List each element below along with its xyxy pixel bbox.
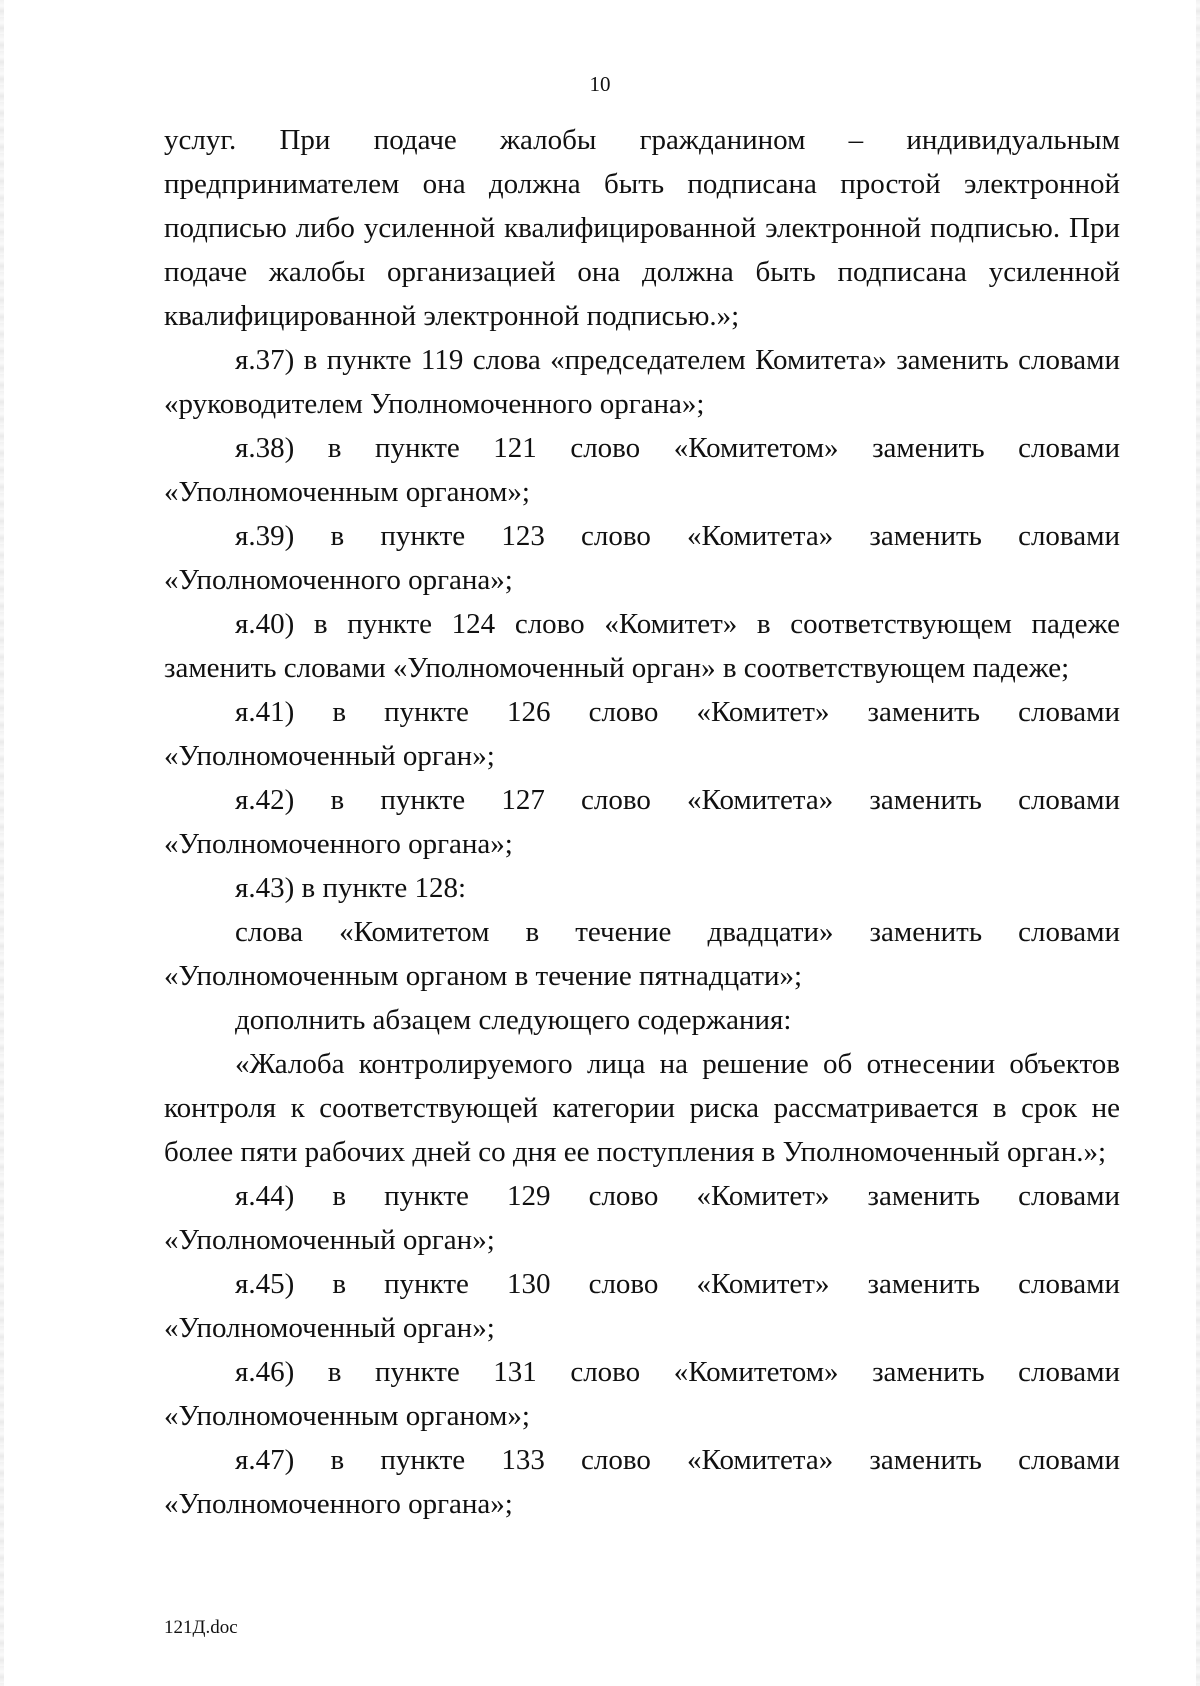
paragraph: я.45) в пункте 130 слово «Комитет» заменить словами «Уполномоченный орган»;: [164, 1268, 1120, 1344]
paragraph: я.41) в пункте 126 слово «Комитет» заменить словами «Уполномоченный орган»;: [164, 696, 1120, 772]
paragraph: я.39) в пункте 123 слово «Комитета» заменить словами «Уполномоченного органа»;: [164, 520, 1120, 596]
paragraph: я.42) в пункте 127 слово «Комитета» заменить словами «Уполномоченного органа»;: [164, 784, 1120, 860]
paragraph: я.43) в пункте 128:: [235, 872, 467, 904]
paragraph: дополнить абзацем следующего содержания:: [235, 1004, 792, 1036]
paragraph: я.38) в пункте 121 слово «Комитетом» заменить словами «Уполномоченным органом»;: [164, 432, 1120, 508]
page-number: 10: [589, 72, 611, 96]
paragraph: «Жалоба контролируемого лица на решение об отнесении объектов контроля к соответствующей категории риска рассматривается в срок не более пяти рабочих дней со дня ее поступления в Уполномоченный орган.»;: [164, 1048, 1120, 1168]
paragraph: я.47) в пункте 133 слово «Комитета» заменить словами «Уполномоченного органа»;: [164, 1444, 1120, 1520]
scan-edge-left: [0, 0, 4, 1686]
paragraph: я.37) в пункте 119 слова «председателем Комитета» заменить словами «руководителем Уполномоченного органа»;: [164, 344, 1120, 420]
footer-filename: 121Д.doc: [164, 1617, 238, 1638]
paragraph: я.40) в пункте 124 слово «Комитет» в соответствующем падеже заменить словами «Уполномоченный орган» в соответствующем падеже;: [164, 608, 1120, 684]
paragraph: я.44) в пункте 129 слово «Комитет» заменить словами «Уполномоченный орган»;: [164, 1180, 1120, 1256]
document-body: [164, 118, 1120, 1526]
scan-edge-right: [1196, 0, 1200, 1686]
paragraph: слова «Комитетом в течение двадцати» заменить словами «Уполномоченным органом в течение пятнадцати»;: [164, 916, 1120, 992]
paragraph: услуг. При подаче жалобы гражданином – индивидуальным предпринимателем она должна быть подписана простой электронной подписью либо усиленной квалифицированной электронной подписью. При подаче жалобы организацией она должна быть подписана усиленной квалифицированной электронной подписью.»;: [164, 124, 1120, 332]
paragraph: я.46) в пункте 131 слово «Комитетом» заменить словами «Уполномоченным органом»;: [164, 1356, 1120, 1432]
